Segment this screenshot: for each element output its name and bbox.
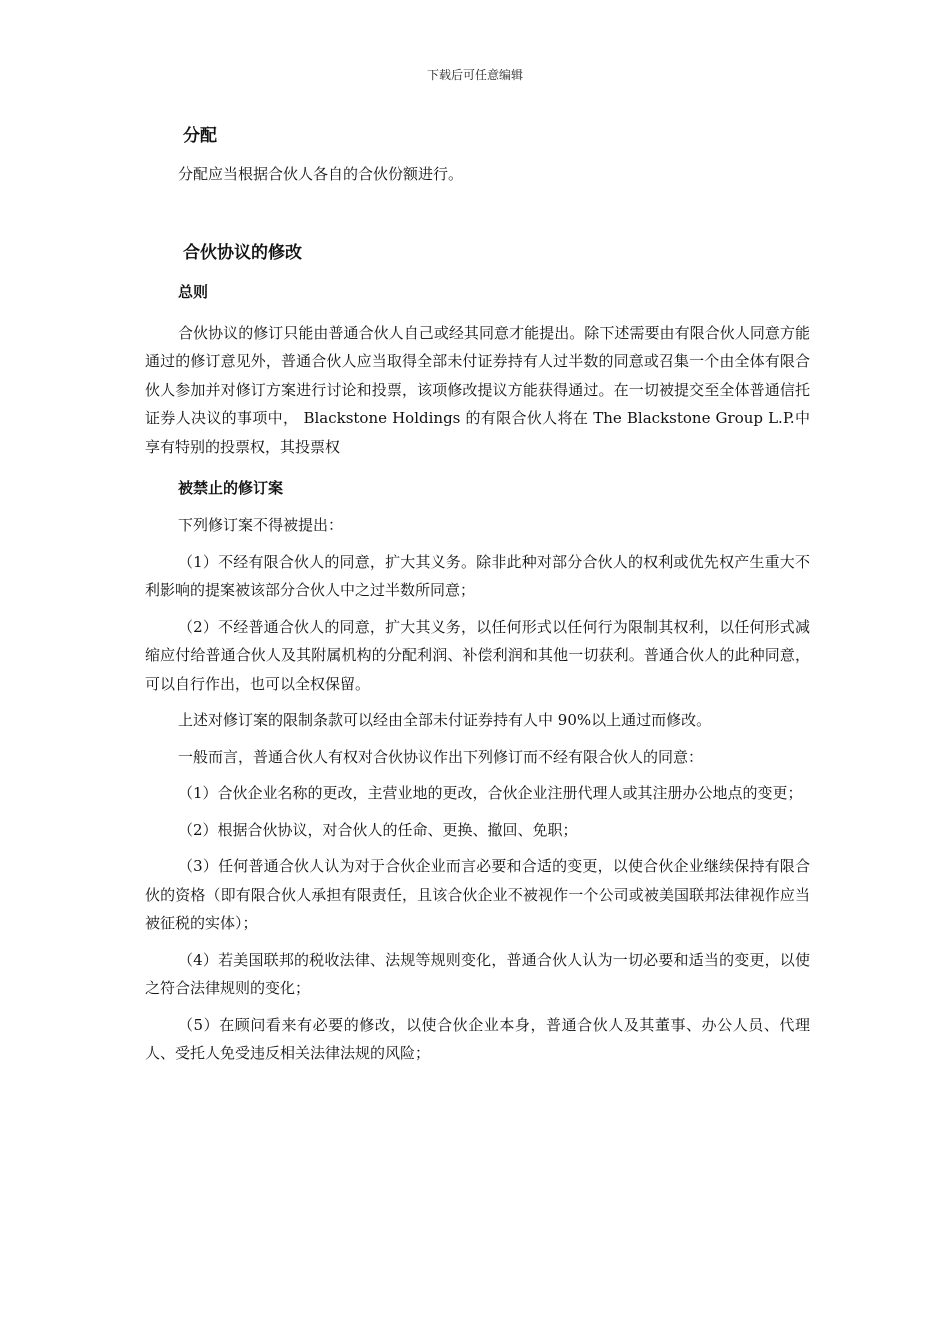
section-title-distribution: 分配 (183, 126, 217, 146)
document-body (145, 120, 810, 1068)
paragraph: 上述对修订案的限制条款可以经由全部未付证券持有人中 90%以上通过而修改。 (178, 711, 712, 729)
paragraph: （3）任何普通合伙人认为对于合伙企业而言必要和合适的变更，以使合伙企业继续保持有限合伙的资格（即有限合伙人承担有限责任，且该合伙企业不被视作一个公司或被美国联邦法律视作应当被征税的实体）； (145, 857, 810, 932)
paragraph: 分配应当根据合伙人各自的合伙份额进行。 (178, 165, 464, 183)
paragraph: （5）在顾问看来有必要的修改，以使合伙企业本身，普通合伙人及其董事、办公人员、代理人、受托人免受违反相关法律法规的风险； (145, 1015, 810, 1062)
paragraph: 下列修订案不得被提出： (178, 516, 344, 534)
paragraph: 一般而言，普通合伙人有权对合伙协议作出下列修订而不经有限合伙人的同意： (178, 747, 704, 766)
paragraph: （4）若美国联邦的税收法律、法规等规则变化，普通合伙人认为一切必要和适当的变更，以使之符合法律规则的变化； (145, 950, 810, 997)
section-title-amendment: 合伙协议的修改 (183, 242, 302, 263)
paragraph: （2）不经普通合伙人的同意，扩大其义务，以任何形式以任何行为限制其权利，以任何形式减缩应付给普通合伙人及其附属机构的分配利润、补偿利润和其他一切获利。普通合伙人的此种同意，可以自行作出，也可以全权保留。 (145, 617, 810, 693)
paragraph: 合伙协议的修订只能由普通合伙人自己或经其同意才能提出。除下述需要由有限合伙人同意方能通过的修订意见外，普通合伙人应当取得全部未付证券持有人过半数的同意或召集一个由全体有限合伙人参加并对修订方案进行讨论和投票，该项修改提议方能获得通过。在一切被提交至全体普通信托证券人决议的事项中， Blackstone Holdings 的有限合伙人将在 The Blackstone Group L.P.中享有特别的投票权，其投票权 (145, 323, 810, 456)
paragraph: （1）合伙企业名称的更改，主营业地的更改，合伙企业注册代理人或其注册办公地点的变更； (178, 784, 803, 802)
subsection-title-prohibited: 被禁止的修订案 (178, 479, 284, 497)
subsection-title-general: 总则 (178, 282, 209, 301)
header-note: 下载后可任意编辑 (426, 68, 523, 82)
paragraph: （2）根据合伙协议，对合伙人的任命、更换、撤回、免职； (178, 820, 578, 839)
paragraph: （1）不经有限合伙人的同意，扩大其义务。除非此种对部分合伙人的权利或优先权产生重大不利影响的提案被该部分合伙人中之过半数所同意； (145, 552, 810, 599)
